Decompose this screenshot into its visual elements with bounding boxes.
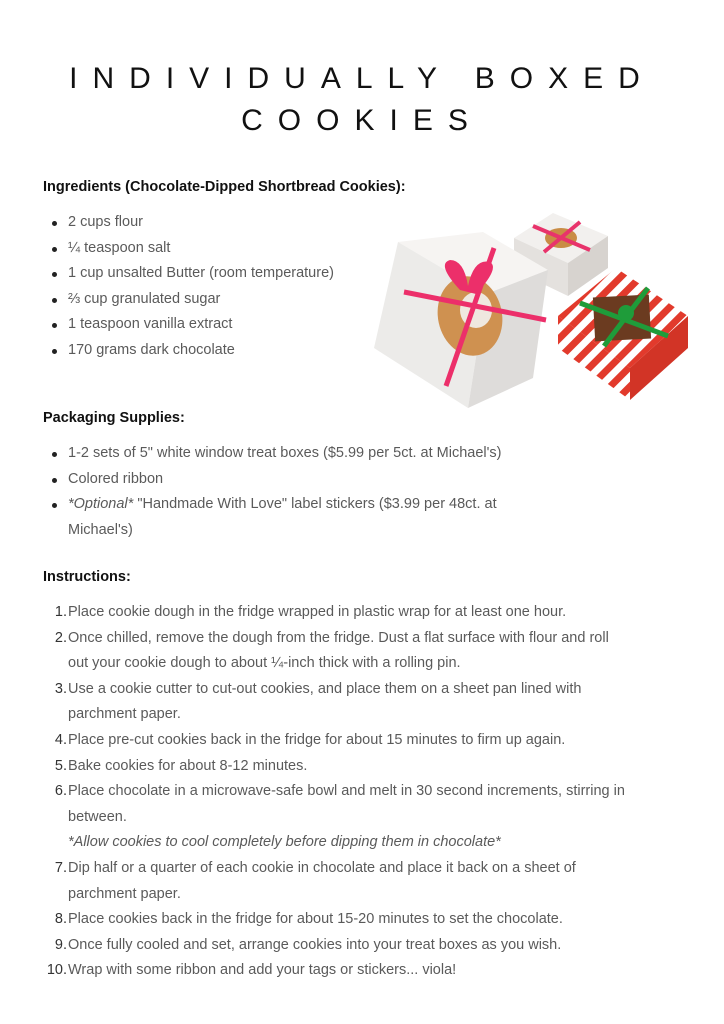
instructions-list [43,600,703,984]
instruction-step [43,933,703,959]
instruction-step [43,754,703,780]
step-number: 5. [54,757,67,774]
step-number: 2. [54,629,67,646]
ingredient-item: 2 cups flour [50,210,334,236]
instruction-step [43,856,703,907]
optional-text: "Handmade With Love" label stickers ($3.99 per 48ct. at [133,496,497,513]
ingredients-list [50,210,334,364]
step-text: Dip half or a quarter of each cookie in chocolate and place it back on a sheet of [68,859,576,876]
instructions-heading: Instructions: [43,569,131,585]
title-line-2: COOKIES [241,104,483,137]
step-text: Place chocolate in a microwave-safe bowl and melt in 30 second increments, stirring in [68,783,625,800]
step-number: 6. [54,783,67,800]
step-text: Bake cookies for about 8-12 minutes. [68,757,308,774]
step-number: 3. [54,680,67,697]
step-text: parchment paper. [68,706,181,723]
ingredient-item: 170 grams dark chocolate [50,338,334,364]
step-text: parchment paper. [68,885,181,902]
optional-label: *Optional* [68,496,134,513]
step-number: 4. [54,731,67,748]
instruction-step [43,958,703,984]
step-number: 7. [54,859,67,876]
step-number: 1. [54,604,67,620]
cookie-boxes-photo [368,208,694,422]
ingredient-item: 1 cup unsalted Butter (room temperature) [50,261,334,287]
step-number: 10. [46,962,67,979]
step-text: Once chilled, remove the dough from the fridge. Dust a flat surface with flour and roll [68,629,609,646]
step-number: 8. [54,911,67,928]
packaging-item [50,492,501,543]
step-text: Use a cookie cutter to cut-out cookies, and place them on a sheet pan lined with [68,680,582,697]
ingredient-item: ¼ teaspoon salt [50,236,334,262]
packaging-heading: Packaging Supplies: [43,410,185,426]
ingredient-item: 1 teaspoon vanilla extract [50,312,334,338]
step-number: 9. [54,936,67,953]
packaging-list [50,441,501,543]
step-text: Place pre-cut cookies back in the fridge for about 15 minutes to firm up again. [68,731,566,748]
ingredients-heading: Ingredients (Chocolate-Dipped Shortbread Cookies): [43,179,406,195]
packaging-item: Colored ribbon [50,467,501,493]
step-text: Place cookies back in the fridge for about 15-20 minutes to set the chocolate. [68,911,563,928]
title-line-1: INDIVIDUALLY BOXED [69,62,655,95]
ingredient-item: ⅔ cup granulated sugar [50,287,334,313]
instruction-step [43,728,703,754]
dipping-note: *Allow cookies to cool completely before dipping them in chocolate* [68,834,501,851]
instruction-step [43,626,703,677]
instruction-step [43,677,703,728]
instruction-step [43,779,703,830]
instruction-step [43,600,703,626]
packaging-item: 1-2 sets of 5" white window treat boxes ($5.99 per 5ct. at Michael's) [50,441,501,467]
step-text: Once fully cooled and set, arrange cookies into your treat boxes as you wish. [68,936,562,953]
step-text: out your cookie dough to about ¼-inch thick with a rolling pin. [68,655,461,672]
page-title [0,58,724,142]
optional-text-2: Michael's) [68,521,133,538]
step-text: Place cookie dough in the fridge wrapped in plastic wrap for at least one hour. [68,604,567,620]
instruction-step [43,907,703,933]
step-text: between. [68,808,127,825]
step-text: Wrap with some ribbon and add your tags or stickers... viola! [68,962,457,979]
